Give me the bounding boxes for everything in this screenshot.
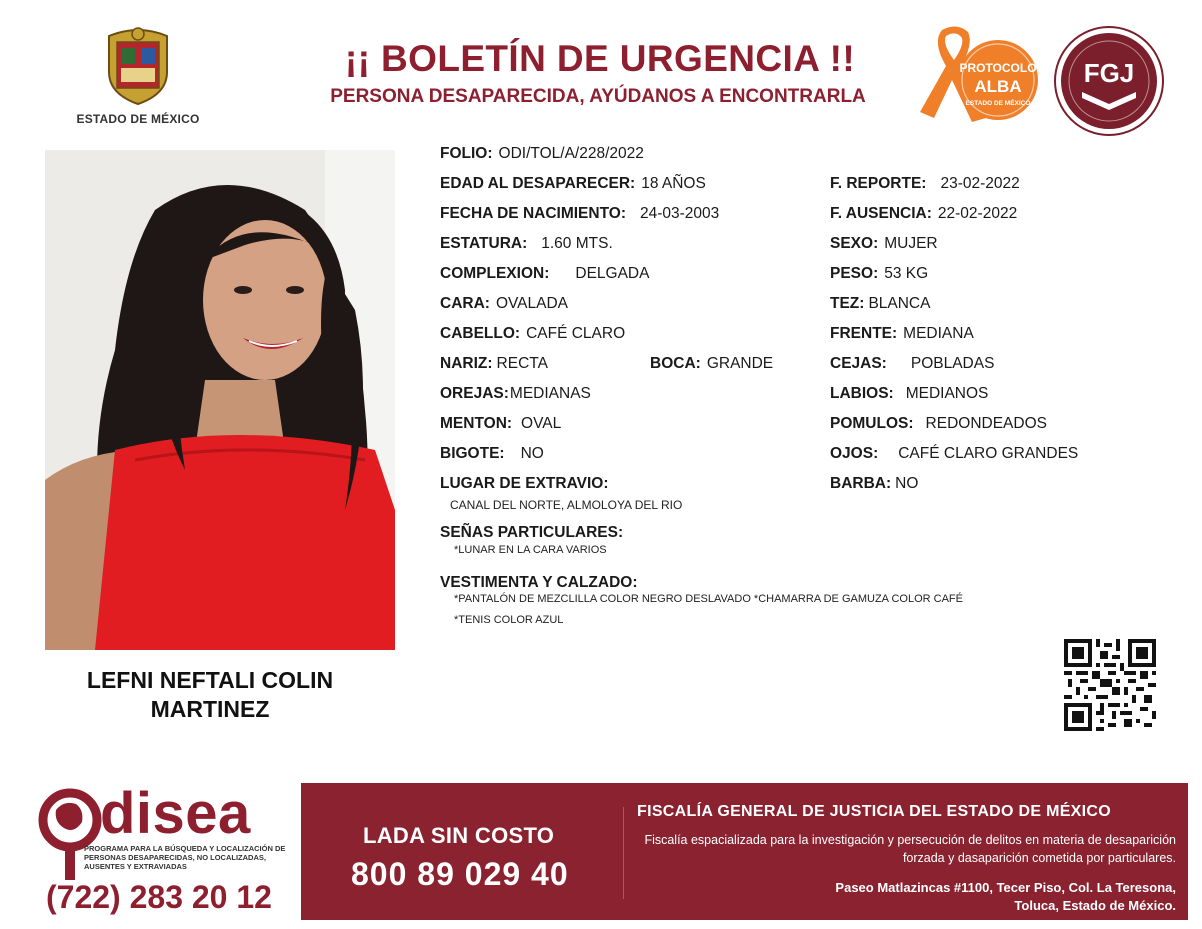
field-value: MEDIANOS (905, 385, 989, 402)
field-lugar-value: CANAL DEL NORTE, ALMOLOYA DEL RIO (450, 498, 683, 512)
bulletin-title: ¡¡ BOLETÍN DE URGENCIA !! (344, 38, 856, 79)
odisea-phone: (722) 283 20 12 (46, 879, 272, 915)
field-vestimenta-line2: *TENIS COLOR AZUL (454, 614, 564, 626)
address-line1: Paseo Matlazincas #1100, Tecer Piso, Col. La Teresona, (835, 880, 1176, 895)
footer-band (301, 783, 1188, 920)
field-peso (830, 265, 928, 283)
toll-free-label: LADA SIN COSTO (363, 823, 555, 848)
field-value: CAFÉ CLARO GRANDES (898, 445, 1079, 462)
field-label: NARIZ: (440, 355, 493, 372)
footer-divider (623, 807, 624, 899)
field-edad (440, 175, 706, 193)
odisea-program-text: PROGRAMA PARA LA BÚSQUEDA Y LOCALIZACIÓN DE PERSONAS DESAPARECIDAS, NO LOCALIZADAS, AUSENTES Y EXTRAVIADAS (84, 844, 286, 871)
field-folio (440, 145, 644, 163)
field-value: MUJER (884, 235, 938, 252)
field-vestimenta (440, 574, 644, 592)
field-value: REDONDEADOS (925, 415, 1047, 432)
field-label: PESO: (830, 265, 879, 282)
person-portrait (45, 150, 395, 650)
alba-line1: PROTOCOLO (959, 61, 1037, 75)
field-label: BOCA: (650, 355, 701, 372)
coat-of-arms-icon (101, 22, 175, 106)
field-lugar (440, 475, 615, 493)
field-value: RECTA (496, 355, 548, 372)
bulletin-subtitle: PERSONA DESAPARECIDA, AYÚDANOS A ENCONTRARLA (330, 86, 866, 107)
field-label: SEXO: (830, 235, 879, 252)
field-cabello (440, 325, 625, 343)
field-value: MEDIANAS (509, 385, 591, 402)
field-label: POMULOS: (830, 415, 914, 432)
field-value: MEDIANA (903, 325, 974, 342)
field-label: OJOS: (830, 445, 879, 462)
field-value: OVAL (521, 415, 562, 432)
field-value: BLANCA (868, 295, 931, 312)
person-photo (45, 150, 395, 650)
field-label: BARBA: (830, 475, 892, 492)
field-label: TEZ: (830, 295, 865, 312)
field-label: MENTON: (440, 415, 513, 432)
field-complexion (440, 265, 649, 283)
field-frente (830, 325, 974, 343)
field-value: OVALADA (495, 295, 569, 312)
field-value: 24-03-2003 (640, 205, 720, 222)
field-nacimiento (440, 205, 719, 223)
field-nariz (440, 355, 548, 373)
field-senas-value: *LUNAR EN LA CARA VARIOS (454, 544, 607, 556)
field-value: NO (895, 475, 919, 492)
protocolo-alba-logo (912, 22, 1042, 132)
fgj-seal-icon (1054, 26, 1164, 136)
field-value: 18 AÑOS (641, 175, 706, 192)
field-value: DELGADA (575, 265, 650, 282)
fiscalia-address (676, 879, 1176, 915)
field-value: ODI/TOL/A/228/2022 (498, 145, 644, 162)
field-reporte (830, 175, 1020, 193)
field-label: FECHA DE NACIMIENTO: (440, 205, 626, 222)
fgj-seal (1054, 26, 1164, 136)
field-label: SEÑAS PARTICULARES: (440, 524, 624, 541)
toll-free-number: 800 89 029 40 (351, 856, 569, 892)
odisea-wordmark: disea (100, 781, 251, 846)
field-tez (830, 295, 930, 313)
field-label: CEJAS: (830, 355, 887, 372)
field-labios (830, 385, 988, 403)
field-label: F. REPORTE: (830, 175, 927, 192)
person-name-line1: LEFNI NEFTALI COLIN (86, 667, 334, 693)
field-value: CAFÉ CLARO (526, 325, 626, 342)
field-vestimenta-line1: *PANTALÓN DE MEZCLILLA COLOR NEGRO DESLAVADO *CHAMARRA DE GAMUZA COLOR CAFÉ (454, 593, 963, 605)
field-ausencia (830, 205, 1017, 223)
field-estatura (440, 235, 613, 253)
field-value: POBLADAS (910, 355, 995, 372)
field-orejas (440, 385, 591, 403)
odisea-logo (38, 781, 296, 921)
alba-line3: ESTADO DE MÉXICO (965, 100, 1031, 107)
field-ojos (830, 445, 1078, 463)
awareness-ribbon-icon (912, 22, 1042, 132)
field-label: ESTATURA: (440, 235, 528, 252)
field-label: VESTIMENTA Y CALZADO: (440, 574, 638, 591)
fiscalia-title: FISCALÍA GENERAL DE JUSTICIA DEL ESTADO DE MÉXICO (637, 803, 1112, 820)
field-label: LUGAR DE EXTRAVIO: (440, 475, 609, 492)
field-label: FOLIO: (440, 145, 493, 162)
alba-line2: ALBA (974, 77, 1022, 96)
field-senas (440, 524, 629, 542)
field-sexo (830, 235, 938, 253)
field-value: 1.60 MTS. (541, 235, 613, 252)
fiscalia-description: Fiscalía espacializada para la investigación y persecución de delitos en materia de desaparición forzada y dasaparición cometida por particulares. (644, 833, 1176, 865)
field-value: NO (520, 445, 544, 462)
person-name-line2: MARTINEZ (150, 696, 270, 722)
field-label: FRENTE: (830, 325, 898, 342)
field-label: OREJAS: (440, 385, 509, 402)
field-menton (440, 415, 561, 433)
field-label: EDAD AL DESAPARECER: (440, 175, 636, 192)
qr-code[interactable] (1064, 639, 1156, 731)
field-boca (650, 355, 773, 373)
qr-code-icon (1064, 639, 1156, 731)
address-line2: Toluca, Estado de México. (1014, 898, 1176, 913)
field-barba (830, 475, 918, 493)
field-value: 23-02-2022 (940, 175, 1020, 192)
field-value: 22-02-2022 (937, 205, 1018, 222)
field-label: BIGOTE: (440, 445, 505, 462)
field-cara (440, 295, 568, 313)
field-bigote (440, 445, 544, 463)
field-label: F. AUSENCIA: (830, 205, 932, 222)
field-value: GRANDE (706, 355, 774, 372)
field-pomulos (830, 415, 1047, 433)
field-label: CABELLO: (440, 325, 521, 342)
state-emblem (70, 22, 206, 126)
field-value: 53 KG (884, 265, 929, 282)
field-label: CARA: (440, 295, 490, 312)
person-name (45, 666, 375, 724)
field-label: LABIOS: (830, 385, 894, 402)
field-cejas (830, 355, 994, 373)
fgj-text: FGJ (1083, 58, 1135, 88)
field-label: COMPLEXION: (440, 265, 550, 282)
state-label: ESTADO DE MÉXICO (76, 112, 200, 126)
